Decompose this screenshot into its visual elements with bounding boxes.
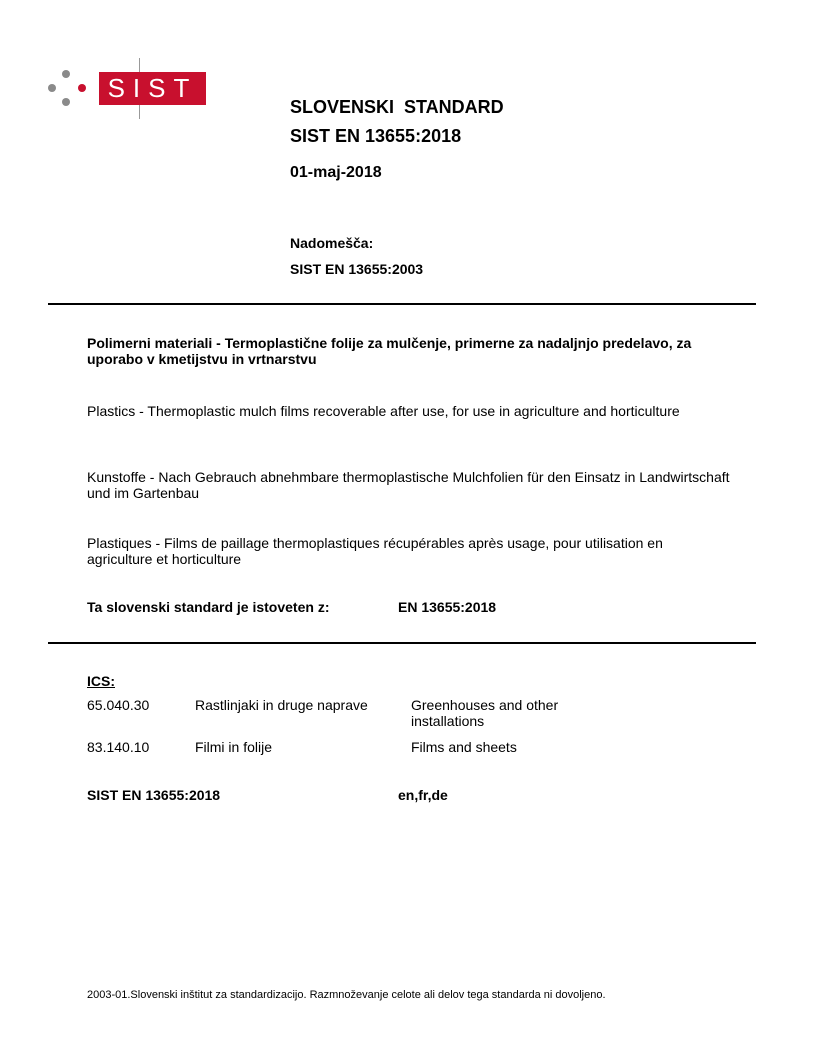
divider [48, 642, 756, 644]
ics-description-en: Greenhouses and other installations [411, 697, 559, 729]
copyright-footer: 2003-01.Slovenski inštitut za standardizacijo. Razmnoževanje celote ali delov tega standarda ni dovoljeno. [87, 989, 606, 1001]
ics-label: ICS: [87, 673, 115, 689]
ics-description-en: Films and sheets [411, 739, 517, 755]
logo-dot-icon [62, 98, 70, 106]
logo-dot-icon [48, 84, 56, 92]
ics-description-sl: Rastlinjaki in druge naprave [195, 697, 368, 713]
logo-dot-icon [62, 70, 70, 78]
replaces-value: SIST EN 13655:2003 [290, 261, 424, 277]
title-german: Kunstoffe - Nach Gebrauch abnehmbare thermoplastische Mulchfolien für den Einsatz in Landwirtschaft und im Gartenbau [87, 469, 730, 501]
bottom-standard-code: SIST EN 13655:2018 [87, 787, 221, 803]
standard-number: SIST EN 13655:2018 [290, 126, 462, 146]
title-french: Plastiques - Films de paillage thermoplastiques récupérables après usage, pour utilisation en agriculture et horticulture [87, 535, 663, 567]
bottom-languages: en,fr,de [398, 787, 448, 803]
title-slovenian: Polimerni materiali - Termoplastične folije za mulčenje, primerne za nadaljnjo predelavo, za uporabo v kmetijstvu in vrtnarstvu [87, 335, 692, 367]
divider [48, 303, 756, 305]
ics-code: 65.040.30 [87, 697, 150, 713]
ics-code: 83.140.10 [87, 739, 150, 755]
identical-value: EN 13655:2018 [398, 599, 497, 615]
title-english: Plastics - Thermoplastic mulch films recoverable after use, for use in agriculture and horticulture [87, 403, 680, 419]
logo-text: SIST [99, 72, 206, 105]
standard-type: SLOVENSKI STANDARD [290, 97, 504, 117]
identical-label: Ta slovenski standard je istoveten z: [87, 599, 330, 615]
replaces-label: Nadomešča: [290, 235, 374, 251]
publication-date: 01-maj-2018 [290, 164, 382, 181]
ics-description-sl: Filmi in folije [195, 739, 273, 755]
logo-dot-icon [78, 84, 86, 92]
